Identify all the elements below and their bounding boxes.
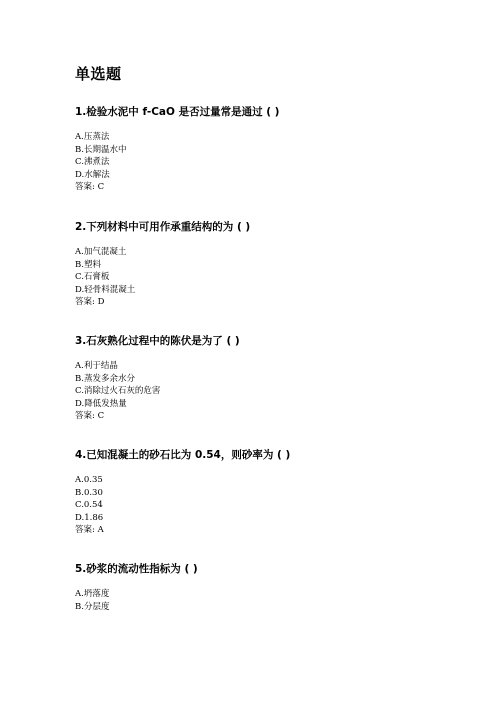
option-b: B.长期温水中 — [75, 144, 127, 155]
section-title: 单选题 — [75, 65, 122, 83]
option-c: C.石膏板 — [75, 272, 110, 282]
question-3 — [75, 334, 475, 423]
option-list — [75, 131, 475, 181]
option-d: D.水解法 — [75, 169, 110, 180]
question-title: 4.已知混凝土的砂石比为 0.54，则砂率为 ( ) — [75, 449, 291, 461]
option-list — [75, 360, 475, 410]
option-c: C.0.54 — [75, 500, 103, 510]
option-b: B.塑料 — [75, 259, 101, 270]
option-b: B.分层度 — [75, 601, 110, 612]
option-d: D.降低发热量 — [75, 398, 127, 409]
option-b: B.0.30 — [75, 487, 103, 498]
question-title: 2.下列材料中可用作承重结构的为 ( ) — [75, 221, 251, 233]
option-c: C.消除过火石灰的危害 — [75, 386, 161, 396]
option-d: D.轻骨料混凝土 — [75, 284, 136, 295]
option-a: A.0.35 — [75, 475, 103, 485]
option-list — [75, 588, 475, 613]
option-list — [75, 474, 475, 524]
question-1 — [75, 105, 475, 194]
question-title: 1.检验水泥中 f-CaO 是否过量常是通过 ( ) — [75, 106, 280, 118]
question-2 — [75, 220, 475, 309]
option-d: D.1.86 — [75, 512, 104, 523]
option-a: A.利于结晶 — [75, 361, 118, 371]
option-a: A.坍落度 — [75, 589, 110, 599]
answer-text: 答案: A — [75, 525, 104, 535]
question-title: 5.砂浆的流动性指标为 ( ) — [75, 563, 198, 575]
answer-text: 答案: C — [75, 182, 105, 192]
question-title: 3.石灰熟化过程中的陈伏是为了 ( ) — [75, 335, 240, 347]
question-4 — [75, 448, 475, 537]
option-a: A.压蒸法 — [75, 132, 110, 142]
answer-text: 答案: C — [75, 411, 105, 421]
answer-text: 答案: D — [75, 297, 105, 307]
option-a: A.加气混凝土 — [75, 247, 127, 257]
option-c: C.沸煮法 — [75, 157, 110, 167]
question-5 — [75, 562, 475, 613]
option-b: B.蒸发多余水分 — [75, 373, 135, 384]
option-list — [75, 246, 475, 296]
